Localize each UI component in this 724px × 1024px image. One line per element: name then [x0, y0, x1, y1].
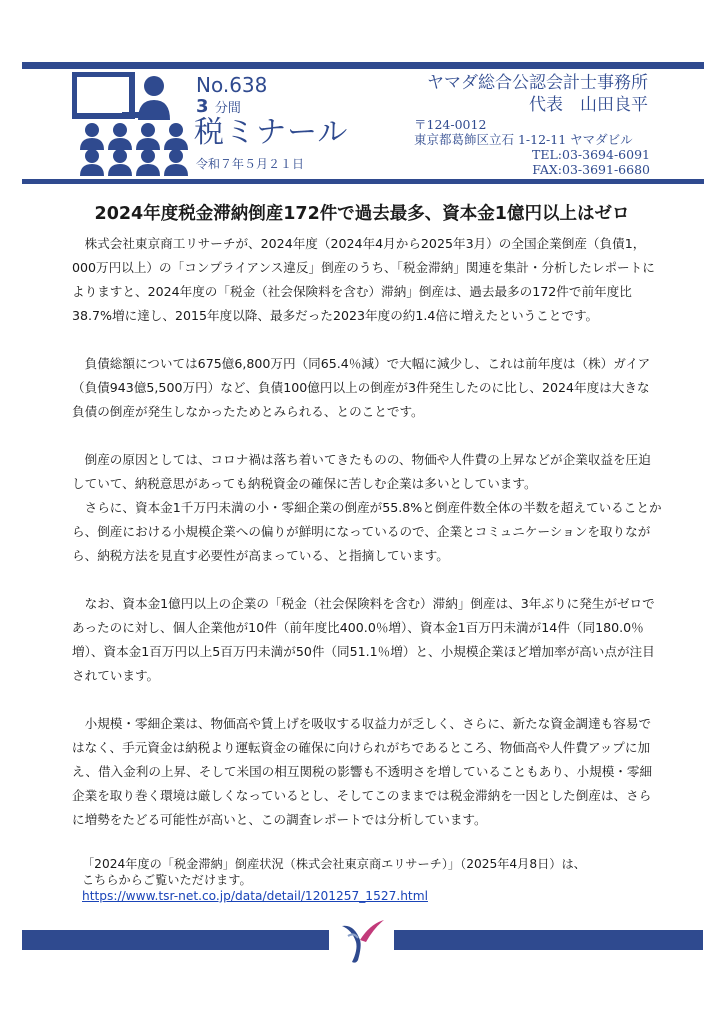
paragraph: 小規模・零細企業は、物価高や賃上げを吸収する収益力が乏しく、さらに、新たな資金調達も容易ではなく、手元資金は納税より運転資金の確保に向けられがちであるところ、物価高や人件費アップに加え、借入金利の上昇、そして米国の相互関税の影響も不透明さを増していることもあり、小規模・零細企業を取り巻く環境は厳しくなっているとし、そしてこのままでは税金滞納を一因とした倒産は、さらに増勢をたどる可能性が高いと、この調査レポートでは分析しています。 [72, 716, 653, 827]
reference-note [82, 856, 682, 904]
stylized-y-logo-icon [334, 916, 390, 966]
paragraph: 負債総額については675億6,800万円（同65.4％減）で大幅に減少し、これは前年度は（株）ガイア（負債943億5,500万円）など、負債100億円以上の倒産が3件発生したのに比し、2024年度は大きな負債の倒産が発生しなかったためとみられる、とのことです。 [72, 356, 651, 419]
paragraph: なお、資本金1億円以上の企業の「税金（社会保険料を含む）滞納」倒産は、3年ぶりに発生がゼロであったのに対し、個人企業他が10件（前年度比400.0％増）、資本金1百万円未満が14件（同180.0％増）、資本金1百万円以上5百万円未満が50件（同51.1％増）と、小規模企業ほど増加率が高い点が注目されています。 [72, 596, 655, 683]
issue-number: No.638 [196, 73, 268, 97]
representative: 代表 山田良平 [529, 95, 648, 115]
office-block [427, 72, 648, 116]
fax: FAX:03-3691-6680 [532, 162, 650, 177]
header-top-bar [22, 62, 704, 69]
newsletter-brand: 税ミナール [194, 115, 349, 150]
report-link[interactable]: https://www.tsr-net.co.jp/data/detail/1201257_1527.html [82, 889, 428, 903]
paragraph: 株式会社東京商工リサーチが、2024年度（2024年4月から2025年3月）の全国企業倒産（負債1，000万円以上）の「コンプライアンス違反」倒産のうち、「税金滞納」関連を集計・分析したレポートによりますと、2024年度の「税金（社会保険料を含む）滞納」倒産は、過去最多の172件で前年度比38.7%増に達し、2015年度以降、最多だった2023年度の約1.4倍に増えたということです。 [72, 236, 655, 323]
footer-bar-right [394, 930, 703, 950]
paragraph: さらに、資本金1千万円未満の小・零細企業の倒産が55.8%と倒産件数全体の半数を超えていることから、倒産における小規模企業への偏りが鮮明になっているので、企業とコミュニケーションを取りながら、納税方法を見直す必要性が高まっている、と指摘しています。 [72, 500, 662, 563]
minutes-value: 3 [196, 96, 209, 117]
office-name: ヤマダ総合公認会計士事務所 [427, 73, 648, 93]
minutes-unit: 分間 [214, 101, 241, 116]
street-address: 東京都葛飾区立石 1-12-11 ヤマダビル [414, 132, 633, 147]
issue-date: 令和７年５月２１日 [196, 157, 305, 171]
seminar-presenter-audience-icon [72, 72, 192, 176]
header-bottom-bar [22, 179, 704, 184]
article-title: 2024年度税金滞納倒産172件で過去最多、資本金1億円以上はゼロ [94, 204, 630, 224]
paragraph: 倒産の原因としては、コロナ禍は落ち着いてきたものの、物価や人件費の上昇などが企業収益を圧迫していて、納税意思があっても納税資金の確保に苦しむ企業は多いとしています。 [72, 452, 651, 491]
address-block [414, 117, 650, 177]
postal-code: 〒124-0012 [414, 117, 487, 132]
reference-line: 「2024年度の「税金滞納」倒産状況（株式会社東京商エリサーチ）」（2025年4月8日）は、 [82, 857, 586, 871]
footer-bar-left [22, 930, 329, 950]
reference-line: こちらからご覧いただけます。 [82, 873, 252, 887]
article-body [72, 232, 662, 832]
telephone: TEL:03-3694-6091 [532, 147, 650, 162]
